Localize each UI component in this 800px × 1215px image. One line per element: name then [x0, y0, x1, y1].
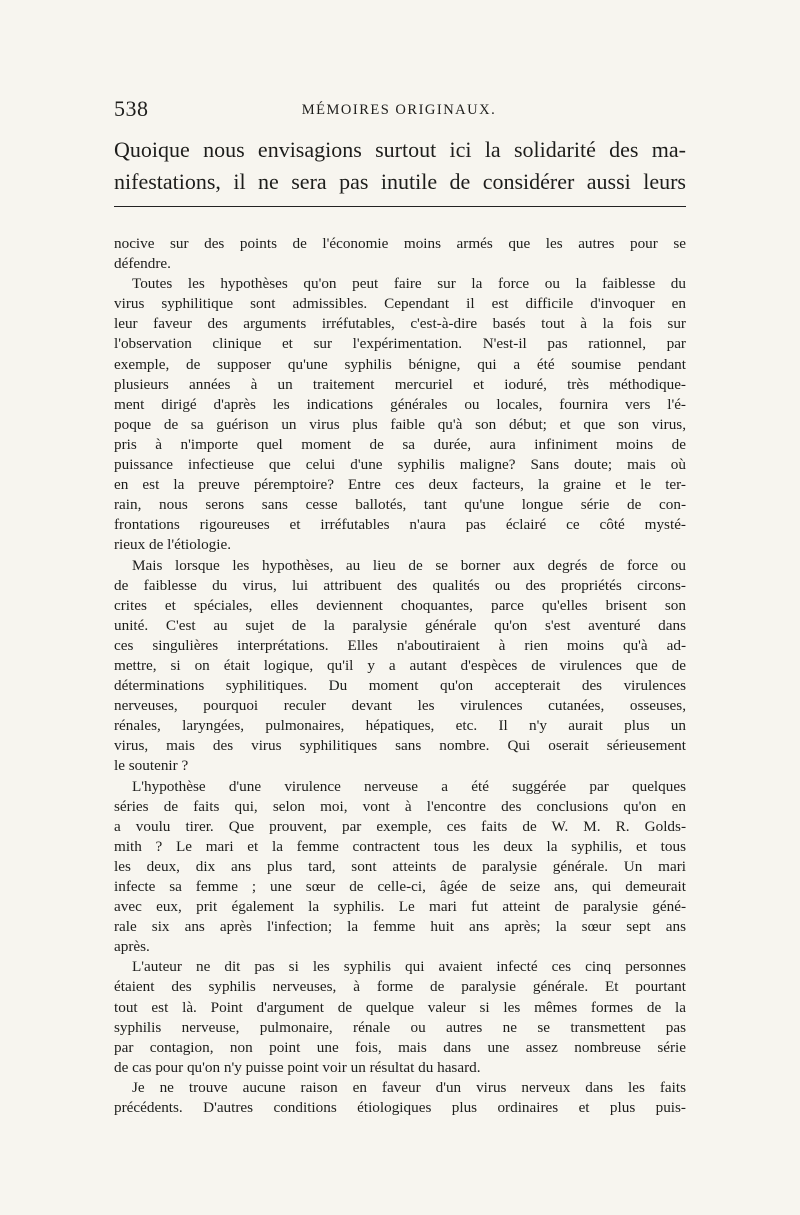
text-line: plusieurs années à un traitement mercuriel et ioduré, très méthodique-: [114, 375, 686, 393]
text-line: séries de faits qui, selon moi, vont à l'encontre des conclusions qu'on en: [114, 797, 686, 815]
body-text: [114, 234, 686, 1118]
running-head: [114, 96, 684, 124]
text-line: virus, mais des virus syphilitiques sans nombre. Qui oserait sérieusement: [114, 737, 686, 755]
text-line: précédents. D'autres conditions étiologiques plus ordinaires et plus puis-: [114, 1099, 686, 1117]
text-line: a voulu tirer. Que prouvent, par exemple, ces faits de W. M. R. Golds-: [114, 817, 686, 835]
text-line: rieux de l'étiologie.: [114, 536, 232, 554]
text-line: rénales, laryngées, pulmonaires, hépatiques, etc. Il n'y aurait plus un: [114, 717, 686, 735]
text-line: de cas pour qu'on n'y puisse point voir un résultat du hasard.: [114, 1058, 481, 1076]
running-title: MÉMOIRES ORIGINAUX.: [301, 102, 497, 118]
text-line: les deux, dix ans plus tard, sont atteints de paralysie générale. Un mari: [114, 857, 686, 875]
text-line: après.: [114, 938, 150, 956]
large-text-line: Quoique nous envisagions surtout ici la solidarité des ma-: [114, 137, 686, 162]
text-line: déterminations syphilitiques. Du moment qu'on accepterait des virulences: [114, 677, 686, 695]
text-line: de faiblesse du virus, lui attribuent des qualités ou des propriétés circons-: [114, 576, 686, 594]
text-line: l'observation clinique et sur l'expérimentation. N'est-il pas rationnel, par: [114, 335, 686, 353]
text-line: puissance infectieuse que celui d'une syphilis maligne? Sans doute; mais où: [114, 456, 686, 474]
text-line: étaient des syphilis nerveuses, à forme de paralysie générale. Et pourtant: [114, 978, 686, 996]
large-type-paragraph: [114, 134, 686, 198]
text-line: tout est là. Point d'argument de quelque valeur si les mêmes formes de la: [114, 998, 686, 1016]
text-line: frontations rigoureuses et irréfutables n'aura pas éclairé ce côté mysté-: [114, 516, 686, 534]
text-line: unité. C'est au sujet de la paralysie générale qu'on s'est aventuré dans: [114, 616, 686, 634]
text-line: Toutes les hypothèses qu'on peut faire sur la force ou la faiblesse du: [132, 275, 686, 293]
text-line: syphilis nerveuse, pulmonaire, rénale ou autres ne se transmettent pas: [114, 1018, 686, 1036]
text-line: virus syphilitique sont admissibles. Cependant il est difficile d'invoquer en: [114, 295, 686, 313]
text-line: mettre, si on était logique, qu'il y a autant d'espèces de virulences que de: [114, 656, 686, 674]
text-line: exemple, de supposer qu'une syphilis bénigne, qui a été soumise pendant: [114, 355, 686, 373]
text-line: pris à n'importe quel moment de sa durée, aura infiniment moins de: [114, 435, 686, 453]
text-line: leur faveur des arguments irréfutables, c'est-à-dire basés tout à la fois sur: [114, 315, 686, 333]
text-line: en est la preuve péremptoire? Entre ces deux facteurs, la graine et le ter-: [114, 476, 686, 494]
text-line: rain, nous serons sans cesse ballotés, tant qu'une longue série de con-: [114, 496, 686, 514]
large-text-line: nifestations, il ne sera pas inutile de considérer aussi leurs: [114, 169, 686, 194]
text-line: le soutenir ?: [114, 757, 189, 775]
text-line: Je ne trouve aucune raison en faveur d'un virus nerveux dans les faits: [132, 1078, 686, 1096]
text-line: poque de sa guérison un virus plus faible qu'à son début; et que son virus,: [114, 415, 686, 433]
text-line: ces singulières interprétations. Elles n'aboutiraient à rien moins qu'à ad-: [114, 636, 686, 654]
text-line: L'auteur ne dit pas si les syphilis qui avaient infecté ces cinq personnes: [132, 958, 686, 976]
text-line: nocive sur des points de l'économie moins armés que les autres pour se: [114, 235, 686, 252]
text-line: rale six ans après l'infection; la femme huit ans après; la sœur sept ans: [114, 918, 686, 936]
text-line: L'hypothèse d'une virulence nerveuse a été suggérée par quelques: [132, 777, 686, 795]
text-line: ment dirigé d'après les indications générales ou locales, fournira vers l'é-: [114, 395, 686, 413]
text-line: nerveuses, pourquoi reculer devant les virulences cutanées, osseuses,: [114, 697, 686, 715]
text-line: mith ? Le mari et la femme contractent tous les deux la syphilis, et tous: [114, 837, 686, 855]
text-line: infecte sa femme ; une sœur de celle-ci, âgée de seize ans, qui demeurait: [114, 878, 686, 895]
text-line: crites et spéciales, elles deviennent choquantes, parce qu'elles brisent son: [114, 596, 686, 614]
text-line: avec eux, prit également la syphilis. Le mari fut atteint de paralysie géné-: [114, 898, 686, 916]
separator-rule: [114, 206, 686, 207]
text-line: par contagion, non point une fois, mais dans une assez nombreuse série: [114, 1038, 686, 1056]
text-line: Mais lorsque les hypothèses, au lieu de se borner aux degrés de force ou: [132, 556, 686, 574]
text-line: défendre.: [114, 255, 171, 273]
page-number: 538: [114, 96, 149, 121]
